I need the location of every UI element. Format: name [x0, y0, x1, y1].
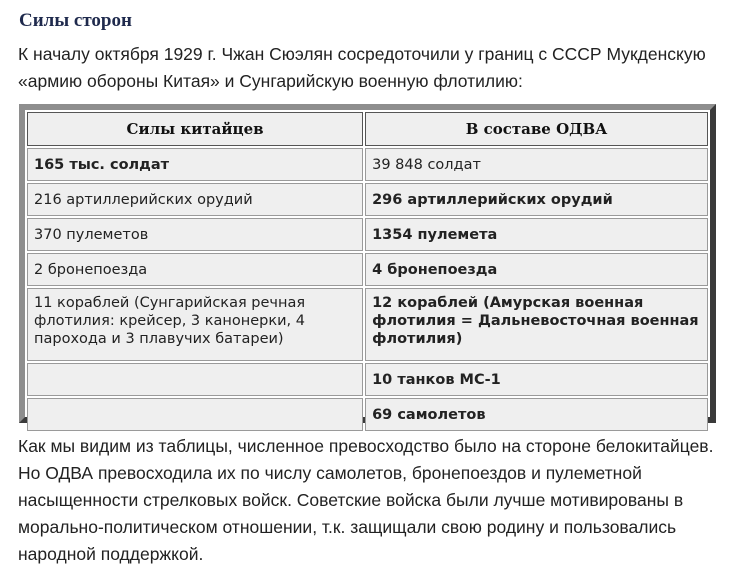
table-header-row	[27, 112, 708, 146]
cell-china-armored-trains: 2 бронепоезда	[27, 253, 363, 286]
cell-china-aircraft-empty	[27, 398, 363, 431]
cell-china-tanks-empty	[27, 363, 363, 396]
table-row	[27, 218, 708, 251]
intro-paragraph: К началу октября 1929 г. Чжан Сюэлян сосредоточили у границ с СССР Мукденскую «армию обороны Китая» и Сунгарийскую военную флотилию:	[18, 44, 706, 91]
cell-odva-armored-trains: 4 бронепоезда	[365, 253, 708, 286]
header-odva-forces: В составе ОДВА	[365, 112, 708, 146]
cell-odva-ships: 12 кораблей (Амурская военная флотилия = Дальневосточная военная флотилия)	[365, 288, 708, 361]
table-row	[27, 253, 708, 286]
header-chinese-forces: Силы китайцев	[27, 112, 363, 146]
section-heading: Силы сторон	[19, 10, 132, 31]
conclusion-paragraph: Как мы видим из таблицы, численное превосходство было на стороне белокитайцев. Но ОДВА превосходила их по числу самолетов, бронепоездов и пулеметной насыщенности стрелковых войск. Советские войска были лучше мотивированы в морально-политическом отношении, т.к. защищали свою родину и пользовались народной поддержкой.	[18, 436, 714, 564]
table-row	[27, 288, 708, 361]
cell-odva-artillery: 296 артиллерийских орудий	[365, 183, 708, 216]
table-row	[27, 148, 708, 181]
cell-odva-soldiers: 39 848 солдат	[365, 148, 708, 181]
cell-china-machineguns: 370 пулеметов	[27, 218, 363, 251]
cell-odva-tanks: 10 танков МС-1	[365, 363, 708, 396]
table-row	[27, 398, 708, 431]
cell-china-soldiers: 165 тыс. солдат	[27, 148, 363, 181]
forces-table-frame	[19, 104, 716, 423]
cell-china-artillery: 216 артиллерийских орудий	[27, 183, 363, 216]
cell-odva-aircraft: 69 самолетов	[365, 398, 708, 431]
forces-comparison-table	[25, 110, 710, 433]
cell-odva-machineguns: 1354 пулемета	[365, 218, 708, 251]
table-row	[27, 363, 708, 396]
table-row	[27, 183, 708, 216]
cell-china-ships: 11 кораблей (Сунгарийская речная флотилия: крейсер, 3 канонерки, 4 парохода и 3 плавучих батареи)	[27, 288, 363, 361]
